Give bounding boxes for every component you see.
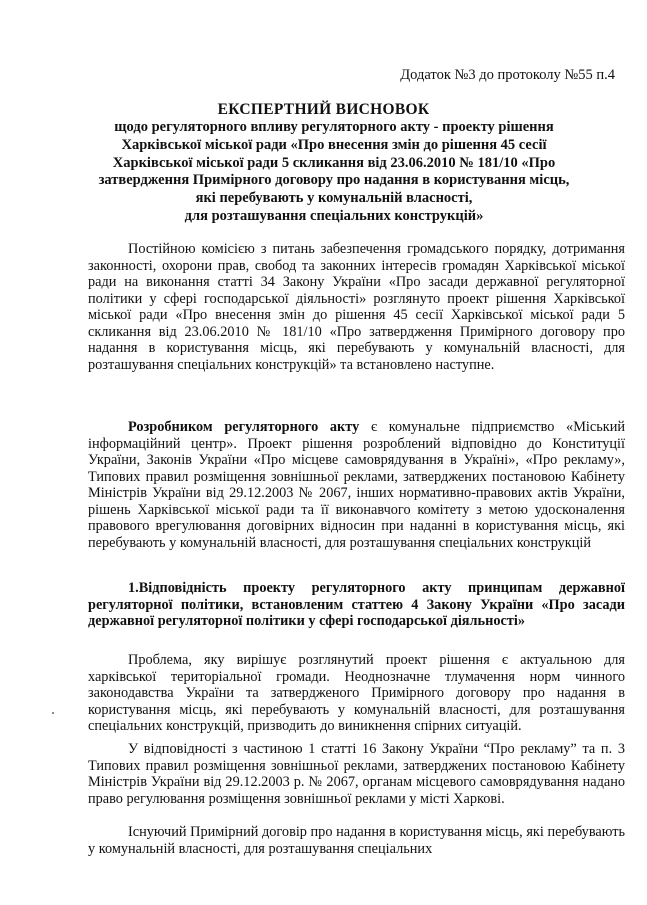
subtitle-line: щодо регуляторного впливу регуляторного акту - проекту рішення [114,119,554,135]
document-subtitle [60,119,608,226]
paragraph-law-reference [88,741,625,807]
paragraph-text: Проблема, яку вирішує розглянутий проект рішення є актуальною для харківської територіальної громади. Неоднозначне тлумачення норм чинного законодавства України та затвердженого Примірного договору про надання в користування місць, які перебувають у комунальній власності, для розташування спеціальних конструкцій, призводить до виникнення спірних ситуацій. [88,652,625,734]
developer-label: Розробником регуляторного акту [128,419,360,435]
paragraph-text: У відповідності з частиною 1 статті 16 Закону України “Про рекламу” та п. 3 Типових правил розміщення зовнішньої реклами, затверджених постановою Кабінету Міністрів України від 29.12.2003 р. № 2067, органам місцевого самоврядування надано право регулювання розміщення зовнішньої реклами у місті Харкові. [88,741,625,807]
subtitle-line: для розташування спеціальних конструкцій» [184,207,484,224]
paragraph-text: Постійною комісією з питань забезпечення громадського порядку, дотримання законності, охорони прав, свобод та законних інтересів громадян Харківської міської ради на виконання статті 34 Закону України «Про засади державної регуляторної політики у сфері господарської діяльності» розглянуто проект рішення Харківської міської ради «Про внесення змін до рішення 45 сесії Харківської міської ради 5 скликання від 23.06.2010 № 181/10 «Про затвердження Примірного договору про надання в користування місць, які перебувають у комунальній власності, для розташування спеціальних конструкцій» та встановлено наступне. [88,241,625,373]
developer-text: є комунальне підприємство «Міський інформаційний центр». Проект рішення розроблений відповідно до Конституції України, Законів України «Про місцеве самоврядування в Україні», «Про рекламу», Типових правил розміщення зовнішньої реклами, затверджених постановою Кабінету Міністрів України від 29.12.2003 № 2067, інших нормативно-правових актів України, рішень Харківської міської ради та її виконавчого комітету з метою удосконалення правового врегулювання договірних відносин при наданні в користування місць, які перебувають у комунальній власності, для розташування спеціальних конструкцій [88,419,626,551]
paragraph-text: Існуючий Примірний договір про надання в користування місць, які перебувають у комунальній власності, для розташування спеціальних [88,824,625,857]
subtitle-line: затвердження Примірного договору про надання в користування місць, [98,172,570,189]
paragraph-developer [88,419,625,551]
subtitle-line: які перебувають у комунальній власності, [195,190,473,207]
subtitle-line: Харківської міської ради «Про внесення змін до рішення 45 сесії [121,136,547,153]
scan-speck [52,712,54,714]
subtitle-line: Харківської міської ради 5 скликання від 23.06.2010 № 181/10 «Про [112,154,556,171]
annex-reference: Додаток №3 до протоколу №55 п.4 [400,67,615,83]
paragraph-commission [88,241,625,373]
paragraph-problem [88,652,625,735]
section-heading: 1.Відповідність проекту регуляторного акту принципам державної регуляторної політики, встановленим статтею 4 Закону України «Про засади державної регуляторної політики у сфері господарської діяльності» [88,580,625,629]
document-title: ЕКСПЕРТНИЙ ВИСНОВОК [217,101,430,118]
paragraph-text [88,419,625,551]
paragraph-existing-contract [88,824,625,857]
